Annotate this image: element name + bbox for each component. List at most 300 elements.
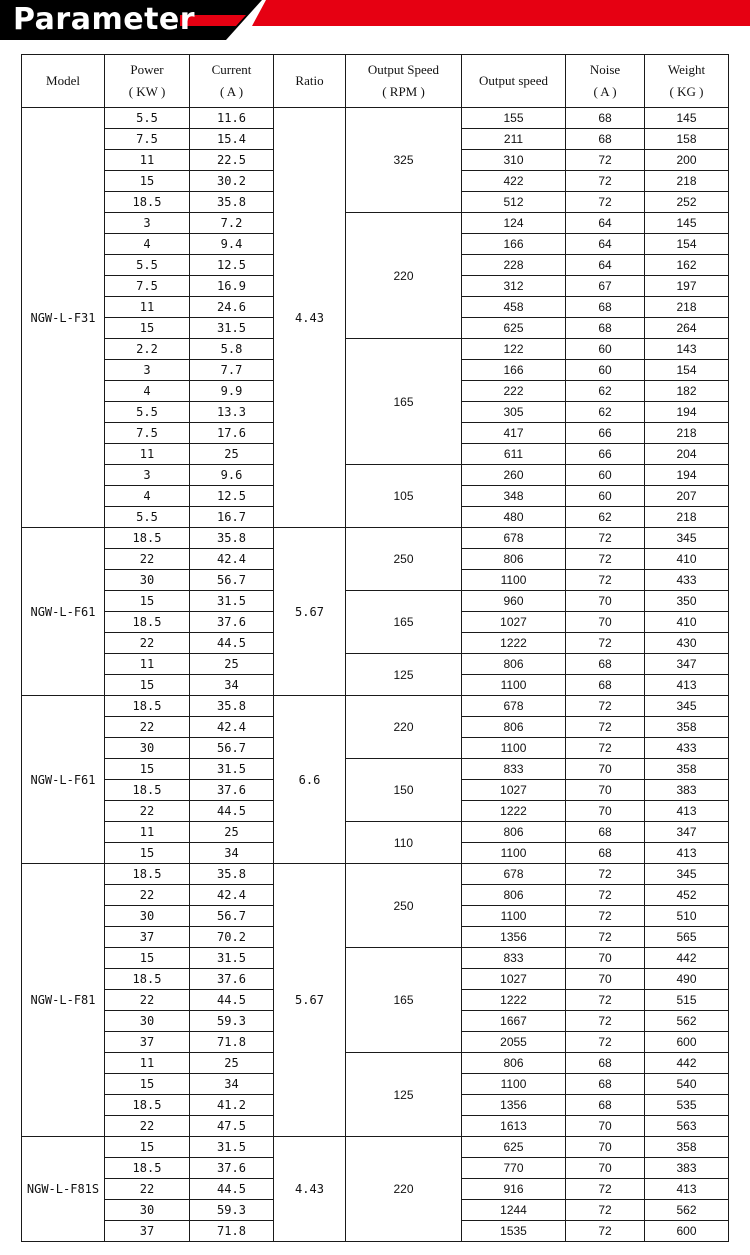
- table-row: [22, 1053, 729, 1074]
- noise-cell: 70: [566, 948, 645, 969]
- power-cell: 5.5: [105, 402, 190, 423]
- weight-cell: 540: [645, 1074, 729, 1095]
- output-speed-cell: 625: [462, 318, 566, 339]
- output-speed-cell: 1100: [462, 843, 566, 864]
- output-speed-cell: 1535: [462, 1221, 566, 1242]
- current-cell: 42.4: [190, 885, 274, 906]
- output-speed-cell: 806: [462, 885, 566, 906]
- power-cell: 30: [105, 738, 190, 759]
- output-rpm-cell: 250: [346, 864, 462, 948]
- output-speed-cell: 222: [462, 381, 566, 402]
- output-speed-cell: 806: [462, 1053, 566, 1074]
- header-unit: ( A ): [593, 84, 617, 99]
- noise-cell: 72: [566, 528, 645, 549]
- power-cell: 30: [105, 1011, 190, 1032]
- current-cell: 37.6: [190, 1158, 274, 1179]
- noise-cell: 62: [566, 381, 645, 402]
- weight-cell: 358: [645, 717, 729, 738]
- noise-cell: 70: [566, 759, 645, 780]
- header-label: Model: [46, 73, 80, 88]
- noise-cell: 72: [566, 738, 645, 759]
- weight-cell: 345: [645, 864, 729, 885]
- output-speed-cell: 1100: [462, 570, 566, 591]
- table-row: [22, 654, 729, 675]
- output-speed-cell: 1100: [462, 738, 566, 759]
- current-cell: 34: [190, 1074, 274, 1095]
- noise-cell: 72: [566, 927, 645, 948]
- weight-cell: 413: [645, 675, 729, 696]
- weight-cell: 452: [645, 885, 729, 906]
- current-cell: 35.8: [190, 192, 274, 213]
- current-cell: 44.5: [190, 1179, 274, 1200]
- table-body: [22, 108, 729, 1242]
- output-speed-cell: 260: [462, 465, 566, 486]
- power-cell: 3: [105, 213, 190, 234]
- current-cell: 31.5: [190, 759, 274, 780]
- weight-cell: 345: [645, 696, 729, 717]
- current-cell: 35.8: [190, 864, 274, 885]
- weight-cell: 410: [645, 612, 729, 633]
- current-cell: 44.5: [190, 801, 274, 822]
- weight-cell: 510: [645, 906, 729, 927]
- table-row: [22, 528, 729, 549]
- model-cell: NGW-L-F61: [22, 528, 105, 696]
- table-row: [22, 213, 729, 234]
- output-speed-cell: 678: [462, 696, 566, 717]
- weight-cell: 158: [645, 129, 729, 150]
- output-speed-cell: 1100: [462, 906, 566, 927]
- noise-cell: 72: [566, 696, 645, 717]
- current-cell: 25: [190, 1053, 274, 1074]
- current-cell: 12.5: [190, 255, 274, 276]
- current-cell: 22.5: [190, 150, 274, 171]
- current-cell: 7.2: [190, 213, 274, 234]
- noise-cell: 68: [566, 108, 645, 129]
- output-speed-cell: 422: [462, 171, 566, 192]
- output-speed-cell: 480: [462, 507, 566, 528]
- weight-cell: 358: [645, 1137, 729, 1158]
- current-cell: 24.6: [190, 297, 274, 318]
- table-row: [22, 591, 729, 612]
- noise-cell: 72: [566, 885, 645, 906]
- current-cell: 42.4: [190, 549, 274, 570]
- model-cell: NGW-L-F61: [22, 696, 105, 864]
- current-cell: 17.6: [190, 423, 274, 444]
- model-cell: NGW-L-F81S: [22, 1137, 105, 1242]
- noise-cell: 70: [566, 969, 645, 990]
- power-cell: 5.5: [105, 255, 190, 276]
- noise-cell: 67: [566, 276, 645, 297]
- power-cell: 18.5: [105, 1158, 190, 1179]
- weight-cell: 218: [645, 297, 729, 318]
- power-cell: 22: [105, 717, 190, 738]
- noise-cell: 60: [566, 360, 645, 381]
- current-cell: 9.6: [190, 465, 274, 486]
- noise-cell: 68: [566, 1095, 645, 1116]
- current-cell: 56.7: [190, 738, 274, 759]
- output-speed-cell: 833: [462, 948, 566, 969]
- weight-cell: 430: [645, 633, 729, 654]
- weight-cell: 535: [645, 1095, 729, 1116]
- current-cell: 15.4: [190, 129, 274, 150]
- noise-cell: 68: [566, 297, 645, 318]
- noise-cell: 60: [566, 339, 645, 360]
- weight-cell: 347: [645, 822, 729, 843]
- output-speed-cell: 122: [462, 339, 566, 360]
- weight-cell: 600: [645, 1221, 729, 1242]
- output-rpm-cell: 165: [346, 339, 462, 465]
- power-cell: 7.5: [105, 276, 190, 297]
- weight-cell: 218: [645, 423, 729, 444]
- current-cell: 7.7: [190, 360, 274, 381]
- current-cell: 31.5: [190, 948, 274, 969]
- weight-cell: 600: [645, 1032, 729, 1053]
- output-speed-cell: 417: [462, 423, 566, 444]
- noise-cell: 72: [566, 717, 645, 738]
- weight-cell: 207: [645, 486, 729, 507]
- power-cell: 5.5: [105, 507, 190, 528]
- power-cell: 7.5: [105, 423, 190, 444]
- ratio-cell: 6.6: [274, 696, 346, 864]
- weight-cell: 413: [645, 801, 729, 822]
- noise-cell: 68: [566, 1074, 645, 1095]
- current-cell: 37.6: [190, 612, 274, 633]
- weight-cell: 563: [645, 1116, 729, 1137]
- output-speed-cell: 228: [462, 255, 566, 276]
- weight-cell: 433: [645, 738, 729, 759]
- output-speed-cell: 806: [462, 717, 566, 738]
- power-cell: 37: [105, 1032, 190, 1053]
- noise-cell: 72: [566, 150, 645, 171]
- output-speed-cell: 1222: [462, 990, 566, 1011]
- weight-cell: 565: [645, 927, 729, 948]
- current-cell: 35.8: [190, 696, 274, 717]
- table-row: [22, 108, 729, 129]
- weight-cell: 562: [645, 1011, 729, 1032]
- weight-cell: 200: [645, 150, 729, 171]
- current-cell: 9.4: [190, 234, 274, 255]
- power-cell: 18.5: [105, 612, 190, 633]
- weight-cell: 145: [645, 108, 729, 129]
- output-rpm-cell: 110: [346, 822, 462, 864]
- noise-cell: 66: [566, 444, 645, 465]
- current-cell: 71.8: [190, 1032, 274, 1053]
- weight-cell: 345: [645, 528, 729, 549]
- output-speed-cell: 625: [462, 1137, 566, 1158]
- noise-cell: 70: [566, 612, 645, 633]
- noise-cell: 62: [566, 507, 645, 528]
- current-cell: 37.6: [190, 780, 274, 801]
- current-cell: 5.8: [190, 339, 274, 360]
- noise-cell: 72: [566, 1179, 645, 1200]
- current-cell: 30.2: [190, 171, 274, 192]
- header-label: Ratio: [295, 73, 324, 88]
- header-unit: ( KG ): [669, 84, 704, 99]
- power-cell: 22: [105, 990, 190, 1011]
- noise-cell: 72: [566, 633, 645, 654]
- output-rpm-cell: 165: [346, 591, 462, 654]
- weight-cell: 413: [645, 843, 729, 864]
- noise-cell: 72: [566, 990, 645, 1011]
- weight-cell: 218: [645, 171, 729, 192]
- current-cell: 42.4: [190, 717, 274, 738]
- output-speed-cell: 806: [462, 822, 566, 843]
- output-rpm-cell: 220: [346, 213, 462, 339]
- weight-cell: 145: [645, 213, 729, 234]
- current-cell: 35.8: [190, 528, 274, 549]
- current-cell: 44.5: [190, 990, 274, 1011]
- weight-cell: 442: [645, 1053, 729, 1074]
- output-speed-cell: 1027: [462, 969, 566, 990]
- weight-cell: 410: [645, 549, 729, 570]
- current-cell: 25: [190, 444, 274, 465]
- power-cell: 15: [105, 591, 190, 612]
- power-cell: 37: [105, 927, 190, 948]
- output-speed-cell: 678: [462, 528, 566, 549]
- current-cell: 31.5: [190, 591, 274, 612]
- weight-cell: 218: [645, 507, 729, 528]
- output-rpm-cell: 165: [346, 948, 462, 1053]
- output-speed-cell: 1027: [462, 612, 566, 633]
- current-cell: 31.5: [190, 1137, 274, 1158]
- output-speed-cell: 312: [462, 276, 566, 297]
- ratio-cell: 5.67: [274, 864, 346, 1137]
- current-cell: 11.6: [190, 108, 274, 129]
- output-speed-cell: 124: [462, 213, 566, 234]
- header-cell: [346, 55, 462, 108]
- output-speed-cell: 770: [462, 1158, 566, 1179]
- power-cell: 4: [105, 234, 190, 255]
- power-cell: 15: [105, 1137, 190, 1158]
- weight-cell: 383: [645, 1158, 729, 1179]
- header-label: Output Speed: [367, 62, 440, 77]
- ratio-cell: 4.43: [274, 108, 346, 528]
- output-speed-cell: 806: [462, 654, 566, 675]
- weight-cell: 204: [645, 444, 729, 465]
- output-speed-cell: 1356: [462, 1095, 566, 1116]
- output-rpm-cell: 250: [346, 528, 462, 591]
- output-speed-cell: 305: [462, 402, 566, 423]
- output-speed-cell: 1667: [462, 1011, 566, 1032]
- current-cell: 59.3: [190, 1200, 274, 1221]
- noise-cell: 62: [566, 402, 645, 423]
- weight-cell: 264: [645, 318, 729, 339]
- power-cell: 37: [105, 1221, 190, 1242]
- noise-cell: 60: [566, 486, 645, 507]
- power-cell: 5.5: [105, 108, 190, 129]
- noise-cell: 72: [566, 1221, 645, 1242]
- current-cell: 44.5: [190, 633, 274, 654]
- noise-cell: 68: [566, 1053, 645, 1074]
- noise-cell: 68: [566, 129, 645, 150]
- parameter-banner: [0, 0, 750, 40]
- power-cell: 7.5: [105, 129, 190, 150]
- weight-cell: 162: [645, 255, 729, 276]
- power-cell: 3: [105, 360, 190, 381]
- output-speed-cell: 611: [462, 444, 566, 465]
- output-speed-cell: 1100: [462, 675, 566, 696]
- power-cell: 30: [105, 1200, 190, 1221]
- output-speed-cell: 1244: [462, 1200, 566, 1221]
- current-cell: 25: [190, 654, 274, 675]
- output-speed-cell: 916: [462, 1179, 566, 1200]
- power-cell: 18.5: [105, 192, 190, 213]
- noise-cell: 72: [566, 1200, 645, 1221]
- table-row: [22, 948, 729, 969]
- current-cell: 13.3: [190, 402, 274, 423]
- noise-cell: 72: [566, 864, 645, 885]
- output-speed-cell: 166: [462, 234, 566, 255]
- power-cell: 22: [105, 801, 190, 822]
- power-cell: 22: [105, 1116, 190, 1137]
- weight-cell: 358: [645, 759, 729, 780]
- power-cell: 11: [105, 1053, 190, 1074]
- current-cell: 16.7: [190, 507, 274, 528]
- output-speed-cell: 960: [462, 591, 566, 612]
- output-rpm-cell: 325: [346, 108, 462, 213]
- output-speed-cell: 1027: [462, 780, 566, 801]
- weight-cell: 413: [645, 1179, 729, 1200]
- output-speed-cell: 512: [462, 192, 566, 213]
- noise-cell: 64: [566, 234, 645, 255]
- table-row: [22, 465, 729, 486]
- power-cell: 4: [105, 381, 190, 402]
- ratio-cell: 4.43: [274, 1137, 346, 1242]
- noise-cell: 68: [566, 675, 645, 696]
- output-speed-cell: 166: [462, 360, 566, 381]
- header-label: Power: [130, 62, 164, 77]
- noise-cell: 68: [566, 654, 645, 675]
- power-cell: 15: [105, 675, 190, 696]
- noise-cell: 72: [566, 192, 645, 213]
- output-rpm-cell: 105: [346, 465, 462, 528]
- current-cell: 16.9: [190, 276, 274, 297]
- current-cell: 12.5: [190, 486, 274, 507]
- noise-cell: 70: [566, 1116, 645, 1137]
- table-row: [22, 1137, 729, 1158]
- header-cell: [645, 55, 729, 108]
- power-cell: 11: [105, 150, 190, 171]
- noise-cell: 70: [566, 780, 645, 801]
- weight-cell: 383: [645, 780, 729, 801]
- noise-cell: 72: [566, 171, 645, 192]
- output-speed-cell: 348: [462, 486, 566, 507]
- header-label: Noise: [589, 62, 621, 77]
- output-speed-cell: 1356: [462, 927, 566, 948]
- current-cell: 56.7: [190, 906, 274, 927]
- weight-cell: 562: [645, 1200, 729, 1221]
- current-cell: 37.6: [190, 969, 274, 990]
- noise-cell: 70: [566, 1158, 645, 1179]
- power-cell: 18.5: [105, 696, 190, 717]
- output-speed-cell: 1100: [462, 1074, 566, 1095]
- noise-cell: 66: [566, 423, 645, 444]
- output-speed-cell: 678: [462, 864, 566, 885]
- current-cell: 56.7: [190, 570, 274, 591]
- header-label: Current: [211, 62, 252, 77]
- power-cell: 18.5: [105, 1095, 190, 1116]
- weight-cell: 197: [645, 276, 729, 297]
- header-label: Output speed: [479, 73, 548, 88]
- current-cell: 71.8: [190, 1221, 274, 1242]
- power-cell: 15: [105, 171, 190, 192]
- weight-cell: 252: [645, 192, 729, 213]
- output-rpm-cell: 220: [346, 1137, 462, 1242]
- weight-cell: 490: [645, 969, 729, 990]
- current-cell: 34: [190, 843, 274, 864]
- power-cell: 11: [105, 654, 190, 675]
- header-unit: ( A ): [219, 84, 244, 99]
- noise-cell: 70: [566, 591, 645, 612]
- noise-cell: 68: [566, 843, 645, 864]
- power-cell: 15: [105, 1074, 190, 1095]
- current-cell: 59.3: [190, 1011, 274, 1032]
- weight-cell: 182: [645, 381, 729, 402]
- model-cell: NGW-L-F31: [22, 108, 105, 528]
- header-cell: [22, 55, 105, 108]
- power-cell: 2.2: [105, 339, 190, 360]
- output-speed-cell: 211: [462, 129, 566, 150]
- noise-cell: 72: [566, 1011, 645, 1032]
- output-speed-cell: 1222: [462, 633, 566, 654]
- current-cell: 25: [190, 822, 274, 843]
- power-cell: 18.5: [105, 969, 190, 990]
- table-row: [22, 696, 729, 717]
- power-cell: 22: [105, 1179, 190, 1200]
- current-cell: 41.2: [190, 1095, 274, 1116]
- power-cell: 11: [105, 297, 190, 318]
- header-cell: [274, 55, 346, 108]
- weight-cell: 154: [645, 360, 729, 381]
- noise-cell: 64: [566, 213, 645, 234]
- output-speed-cell: 833: [462, 759, 566, 780]
- current-cell: 9.9: [190, 381, 274, 402]
- power-cell: 4: [105, 486, 190, 507]
- current-cell: 47.5: [190, 1116, 274, 1137]
- current-cell: 31.5: [190, 318, 274, 339]
- power-cell: 11: [105, 822, 190, 843]
- model-cell: NGW-L-F81: [22, 864, 105, 1137]
- table-row: [22, 864, 729, 885]
- noise-cell: 70: [566, 801, 645, 822]
- weight-cell: 194: [645, 465, 729, 486]
- noise-cell: 68: [566, 318, 645, 339]
- table-row: [22, 339, 729, 360]
- power-cell: 22: [105, 549, 190, 570]
- power-cell: 15: [105, 759, 190, 780]
- header-cell: [190, 55, 274, 108]
- power-cell: 18.5: [105, 780, 190, 801]
- weight-cell: 194: [645, 402, 729, 423]
- parameter-table: [21, 54, 729, 1242]
- output-speed-cell: 806: [462, 549, 566, 570]
- noise-cell: 72: [566, 906, 645, 927]
- header-unit: ( RPM ): [382, 84, 425, 99]
- banner-title: Parameter: [13, 2, 196, 37]
- weight-cell: 154: [645, 234, 729, 255]
- power-cell: 15: [105, 318, 190, 339]
- weight-cell: 433: [645, 570, 729, 591]
- output-rpm-cell: 150: [346, 759, 462, 822]
- power-cell: 11: [105, 444, 190, 465]
- current-cell: 34: [190, 675, 274, 696]
- weight-cell: 350: [645, 591, 729, 612]
- header-label: Weight: [667, 62, 706, 77]
- power-cell: 3: [105, 465, 190, 486]
- weight-cell: 347: [645, 654, 729, 675]
- power-cell: 18.5: [105, 864, 190, 885]
- noise-cell: 70: [566, 1137, 645, 1158]
